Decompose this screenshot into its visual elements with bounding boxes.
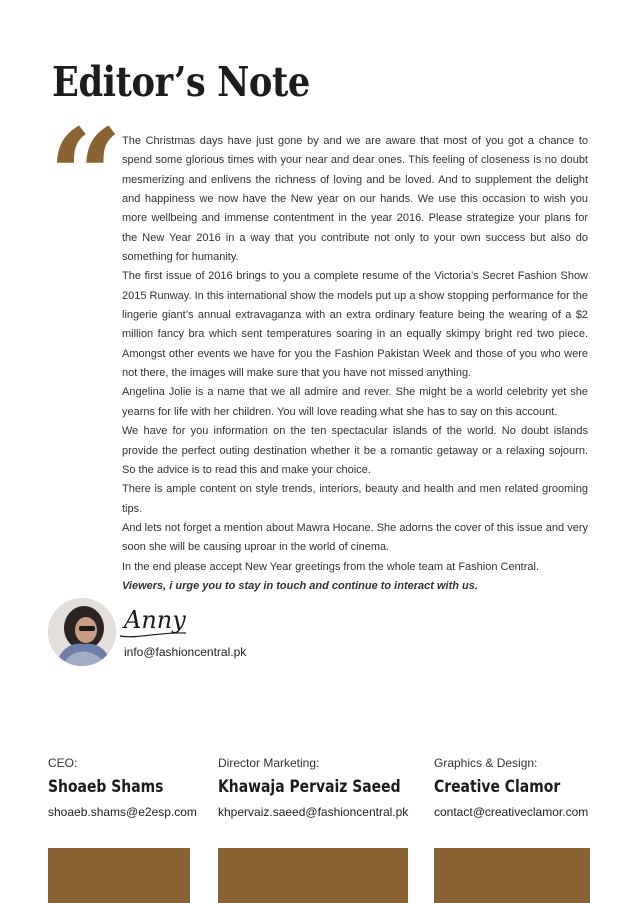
- signature-name: Anny: [124, 606, 186, 634]
- footer-block: [218, 848, 408, 903]
- editor-avatar: [48, 598, 116, 666]
- closing-line: Viewers, i urge you to stay in touch and continue to interact with us.: [122, 579, 478, 592]
- credit-ceo: [48, 756, 197, 819]
- credit-role: Graphics & Design:: [434, 756, 538, 770]
- editor-email[interactable]: info@fashioncentral.pk: [124, 645, 247, 659]
- paragraph: There is ample content on style trends, interiors, beauty and health and men related grooming tips.: [122, 483, 588, 515]
- credit-role: CEO:: [48, 756, 78, 770]
- editorial-body: [122, 132, 588, 596]
- page-title: Editor’s Note: [52, 58, 310, 106]
- credit-email[interactable]: shoaeb.shams@e2esp.com: [48, 805, 197, 819]
- credit-graphics-design: [434, 756, 588, 819]
- credit-name: Khawaja Pervaiz Saeed: [218, 777, 401, 797]
- credit-name: Shoaeb Shams: [48, 777, 164, 797]
- paragraph: And lets not forget a mention about Mawra Hocane. She adorns the cover of this issue and very soon she will be causing uproar in the world of cinema.: [122, 521, 588, 554]
- footer-block: [434, 848, 590, 903]
- credit-email[interactable]: contact@creativeclamor.com: [434, 805, 589, 819]
- credit-director-marketing: [218, 756, 441, 819]
- paragraph: In the end please accept New Year greetings from the whole team at Fashion Central.: [122, 560, 540, 573]
- credit-email[interactable]: khpervaiz.saeed@fashioncentral.pk: [218, 805, 409, 819]
- signature-flourish-icon: [118, 630, 188, 640]
- credit-name: Creative Clamor: [434, 777, 561, 797]
- paragraph: The first issue of 2016 brings to you a complete resume of the Victoria’s Secret Fashion Show 2015 Runway. In this international show the models put up a show stopping performance for the lingerie giant’s annual extravaganza with an extra ordinary feature being the wearing of a $2 million fancy bra which sent temperatures soaring in an equally skimpy bright red two piece. Amongst other events we have for you the Fashion Pakistan Week and those of you who were not there, the images will make sure that you have not missed anything.: [122, 270, 588, 380]
- credit-role: Director Marketing:: [218, 756, 320, 770]
- paragraph: We have for you information on the ten spectacular islands of the world. No doubt islands provide the perfect outing destination whether it be a romantic getaway or a relaxing sojourn. So the advice is to read this and make your choice.: [122, 425, 588, 476]
- quote-mark-icon: “: [48, 100, 123, 253]
- footer-block: [48, 848, 190, 903]
- paragraph: Angelina Jolie is a name that we all admire and rever. She might be a world celebrity yet she yearns for life with her children. You will love reading what she has to say on this account.: [122, 386, 588, 418]
- editor-portrait-icon: [48, 598, 116, 666]
- paragraph: The Christmas days have just gone by and we are aware that most of you got a chance to spend some glorious times with your near and dear ones. This feeling of closeness is no doubt mesmerizing and enlivens the richness of loving and be loved. And to supplement the delight and happiness we now have the New year on our hands. We use this occasion to wish you more wellbeing and immense contentment in the year 2016. Please strategize your plans for the New Year 2016 in a way that you contribute not only to your own success but also do something for humanity.: [122, 135, 588, 264]
